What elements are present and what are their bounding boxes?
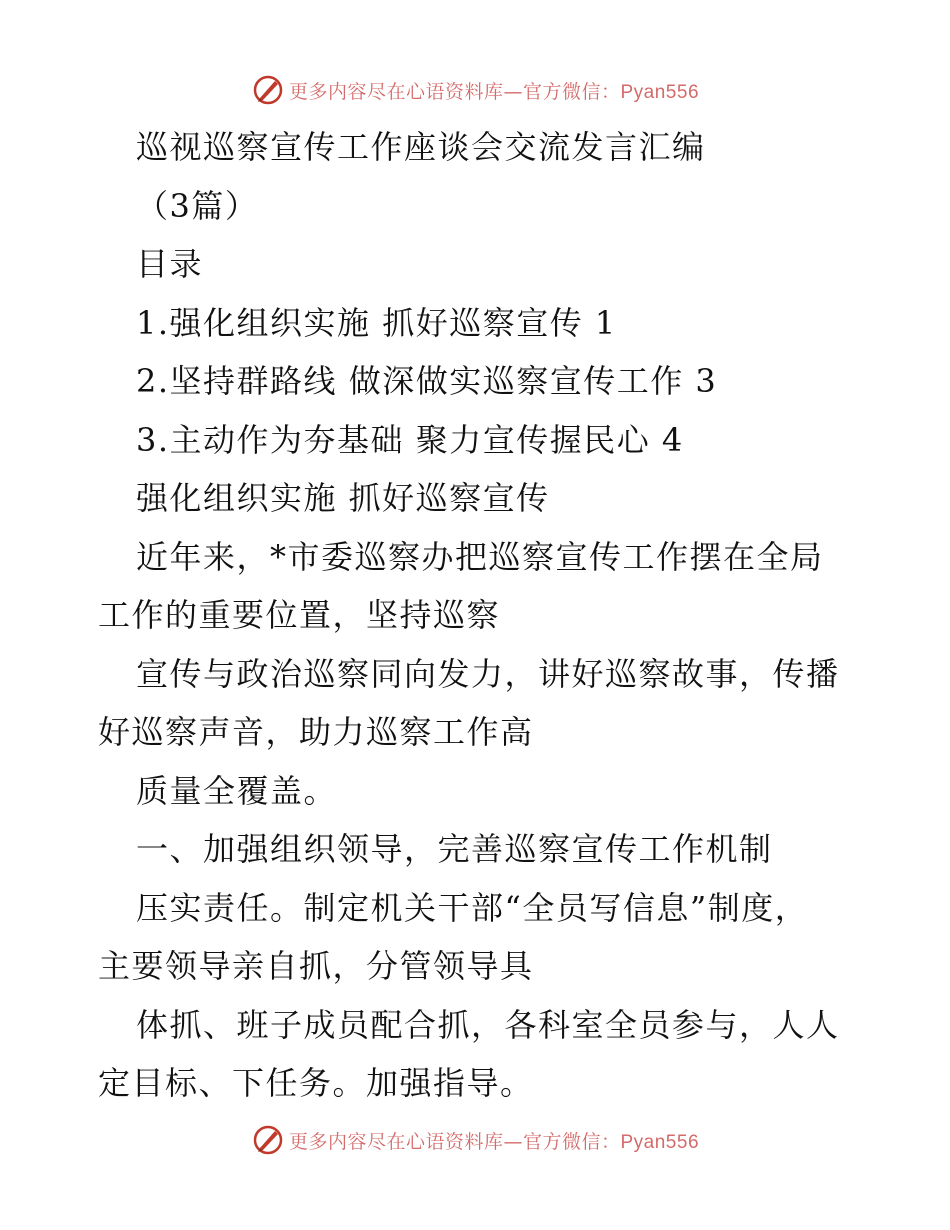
document-body <box>98 118 858 1113</box>
header-banner <box>0 72 950 108</box>
paragraph-line: 质量全覆盖。 <box>136 771 338 810</box>
pen-logo-icon <box>251 73 285 107</box>
section-title: 强化组织实施 抓好巡察宣传 <box>136 479 550 517</box>
paragraph-line: 主要领导亲自抓，分管领导具 <box>98 947 534 985</box>
toc-heading: 目录 <box>136 245 204 283</box>
pen-logo-icon <box>251 1123 285 1157</box>
paragraph-line: 好巡察声音，助力巡察工作高 <box>98 713 534 751</box>
toc-item: 3.主动作为夯基础 聚力宣传握民心 4 <box>136 420 684 459</box>
paragraph-line: 宣传与政治巡察同向发力，讲好巡察故事，传播 <box>136 654 840 693</box>
paragraph-line: 体抓、班子成员配合抓，各科室全员参与，人人 <box>136 1005 840 1044</box>
paragraph-line: 压实责任。制定机关干部“全员写信息”制度， <box>136 888 809 927</box>
header-banner-text: 更多内容尽在心语资料库—官方微信：Pyan556 <box>288 80 700 103</box>
toc-item: 2.坚持群路线 做深做实巡察宣传工作 3 <box>136 362 718 400</box>
paragraph-line: 近年来，*市委巡察办把巡察宣传工作摆在全局 <box>136 537 824 576</box>
document-title-count: （3篇） <box>136 186 259 225</box>
paragraph-line: 工作的重要位置，坚持巡察 <box>98 596 501 634</box>
footer-banner <box>0 1122 950 1158</box>
section-heading: 一、加强组织领导，完善巡察宣传工作机制 <box>136 830 773 868</box>
footer-banner-text: 更多内容尽在心语资料库—官方微信：Pyan556 <box>288 1130 700 1153</box>
document-title: 巡视巡察宣传工作座谈会交流发言汇编 <box>136 128 706 166</box>
paragraph-line: 定目标、下任务。加强指导。 <box>98 1064 534 1102</box>
toc-item: 1.强化组织实施 抓好巡察宣传 1 <box>136 303 617 342</box>
